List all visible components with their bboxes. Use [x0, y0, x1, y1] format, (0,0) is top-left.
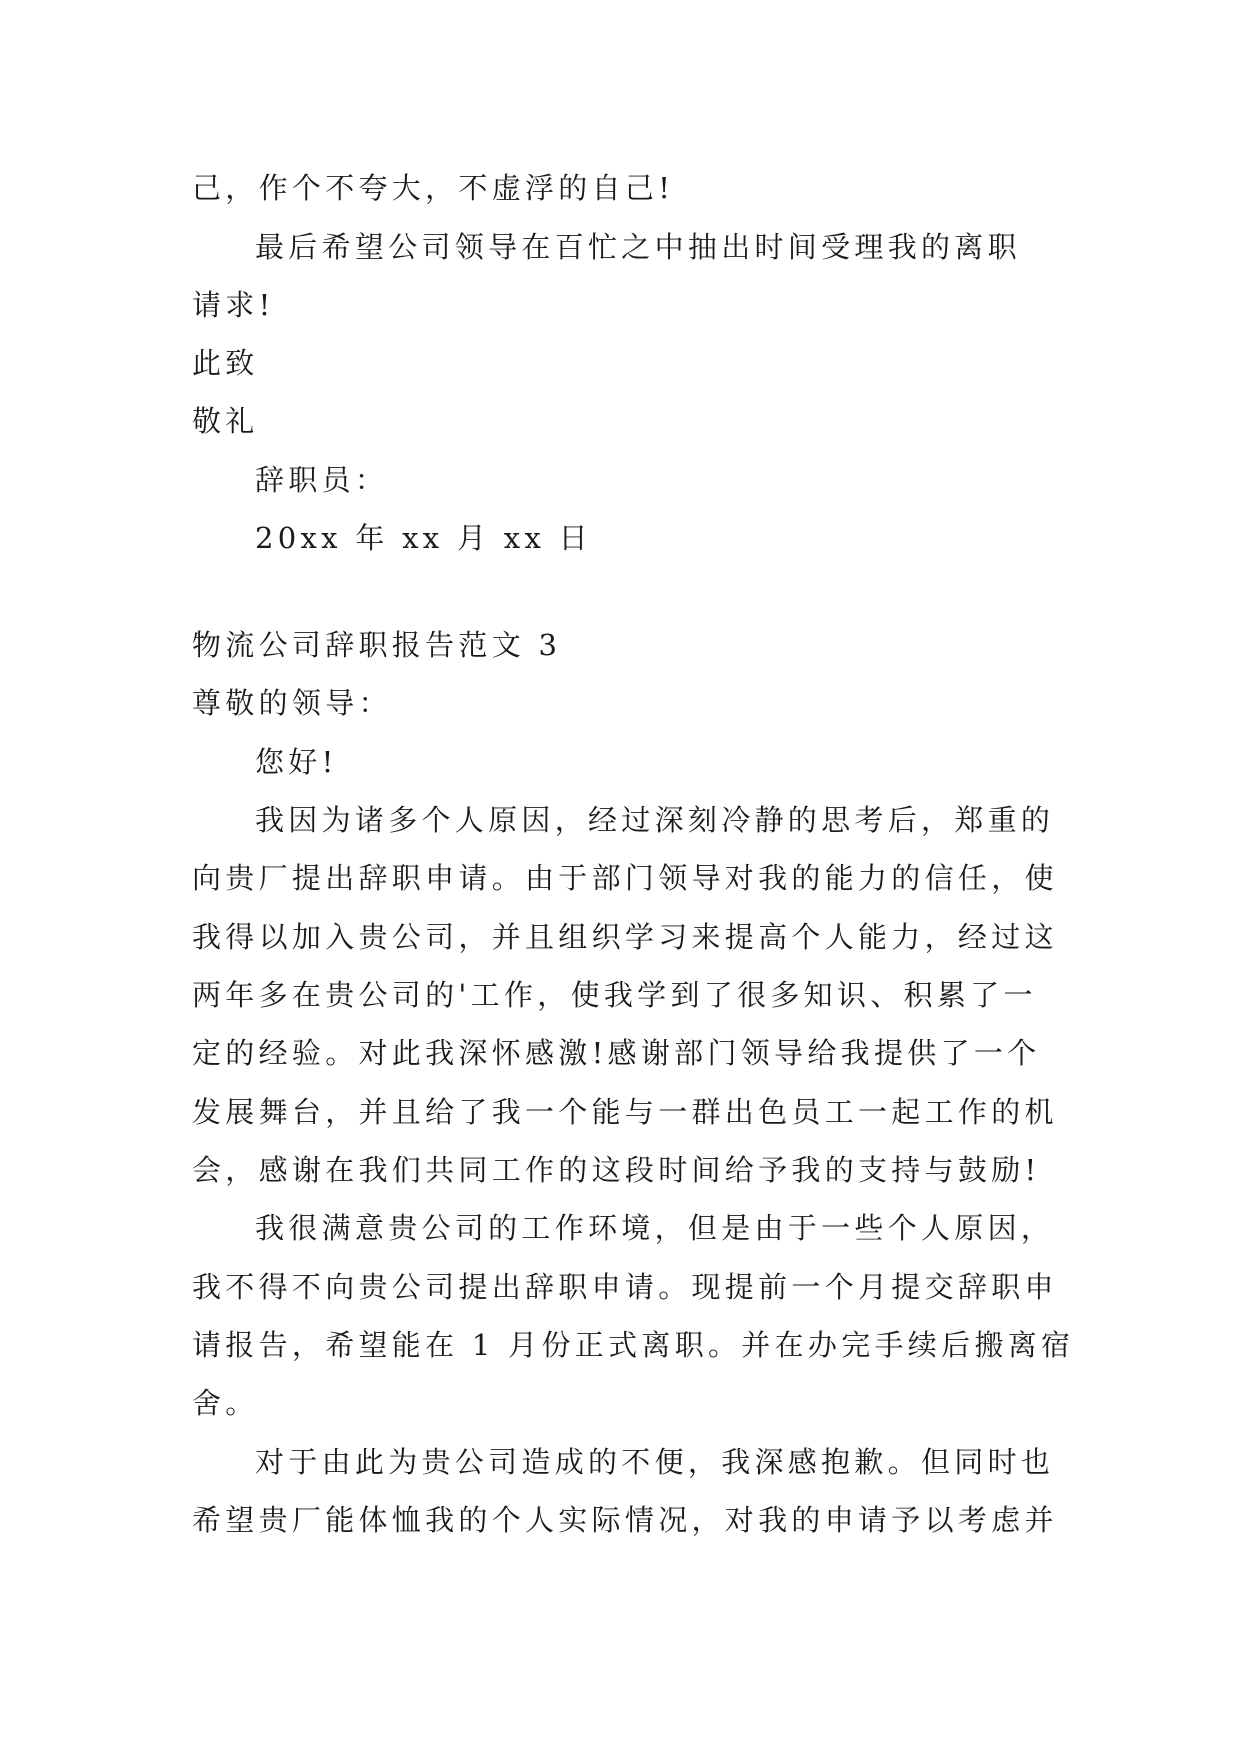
text-line: 对于由此为贵公司造成的不便，我深感抱歉。但同时也	[255, 1445, 1055, 1479]
text-line: 此致	[192, 346, 259, 380]
text-line: 发展舞台，并且给了我一个能与一群出色员工一起工作的机	[192, 1095, 1058, 1129]
text-line: 请求!	[192, 288, 275, 322]
text-line: 希望贵厂能体恤我的个人实际情况，对我的申请予以考虑并	[192, 1503, 1058, 1537]
text-line: 会，感谢在我们共同工作的这段时间给予我的支持与鼓励!	[192, 1153, 1041, 1187]
date-line: 20xx 年 xx 月 xx 日	[255, 521, 592, 555]
text-line: 请报告，希望能在 1 月份正式离职。并在办完手续后搬离宿	[192, 1328, 1075, 1362]
text-line: 己，作个不夸大，不虚浮的自己!	[192, 171, 675, 205]
text-line: 我因为诸多个人原因，经过深刻冷静的思考后，郑重的	[255, 803, 1055, 837]
text-line: 向贵厂提出辞职申请。由于部门领导对我的能力的信任，使	[192, 861, 1058, 895]
greeting: 您好!	[255, 745, 338, 779]
salutation: 尊敬的领导：	[192, 686, 392, 720]
text-line: 舍。	[192, 1386, 259, 1420]
text-line: 我很满意贵公司的工作环境，但是由于一些个人原因，	[255, 1211, 1055, 1245]
signatory-label: 辞职员：	[255, 463, 389, 497]
text-line: 定的经验。对此我深怀感激!感谢部门领导给我提供了一个	[192, 1036, 1041, 1070]
text-line: 我不得不向贵公司提出辞职申请。现提前一个月提交辞职申	[192, 1270, 1058, 1304]
text-line: 我得以加入贵公司，并且组织学习来提高个人能力，经过这	[192, 920, 1058, 954]
section-title: 物流公司辞职报告范文 3	[192, 628, 562, 662]
text-line: 两年多在贵公司的'工作，使我学到了很多知识、积累了一	[192, 978, 1037, 1012]
text-line: 敬礼	[192, 404, 259, 438]
text-line: 最后希望公司领导在百忙之中抽出时间受理我的离职	[255, 230, 1021, 264]
